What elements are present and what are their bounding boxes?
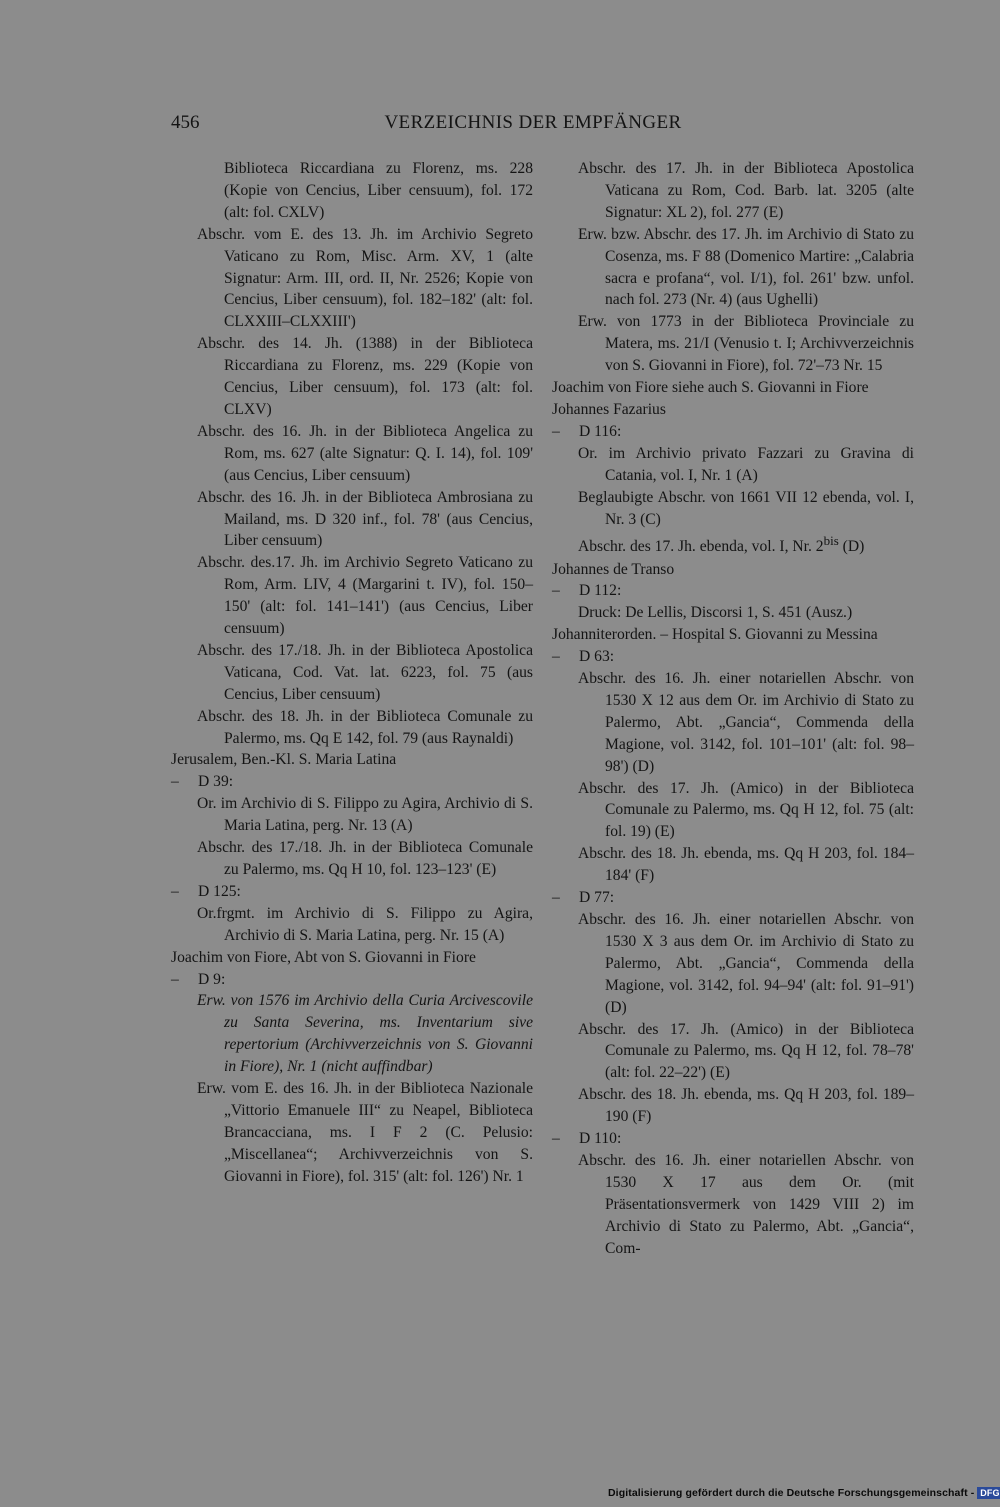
entry-text: D 112:	[579, 582, 622, 600]
index-heading	[171, 947, 533, 969]
dfg-logo: DFG	[977, 1487, 1000, 1499]
entry-text: Abschr. des 17. Jh. in der Biblioteca Apostolica Vaticana zu Rom, Cod. Barb. lat. 3205 (alte Signatur: XL 2), fol. 277 (E)	[578, 160, 914, 221]
entry-text: Abschr. des 18. Jh. ebenda, ms. Qq H 203, fol. 189–190 (F)	[578, 1086, 914, 1126]
index-heading	[552, 624, 914, 646]
source-entry	[171, 793, 533, 837]
entry-text: Abschr. des 18. Jh. in der Biblioteca Comunale zu Palermo, ms. Qq E 142, fol. 79 (aus Raynaldi)	[197, 707, 533, 747]
entry-text: Abschr. des 18. Jh. ebenda, ms. Qq H 203, fol. 184–184' (F)	[578, 845, 914, 885]
digitization-footer	[608, 1487, 1000, 1499]
entry-text: Abschr. des 17. Jh. (Amico) in der Biblioteca Comunale zu Palermo, ms. Qq H 12, fol. 75 (alt: fol. 19) (E)	[578, 779, 914, 841]
source-entry	[171, 990, 533, 1078]
entry-text: Abschr. des.17. Jh. im Archivio Segreto Vaticano zu Rom, Arm. LIV, 4 (Margarini t. IV), fol. 150–150' (alt: fol. 141–141') (aus Cencius, Liber censuum)	[197, 554, 533, 638]
entry-text: Abschr. des 17./18. Jh. in der Biblioteca Comunale zu Palermo, ms. Qq H 10, fol. 123–123' (E)	[197, 839, 533, 878]
right-column	[552, 158, 914, 1260]
dash-marker: –	[552, 422, 560, 440]
document-number-entry	[552, 1128, 914, 1150]
entry-text: D 9:	[198, 970, 226, 988]
left-column	[171, 158, 533, 1188]
entry-text: Johanniterorden. – Hospital S. Giovanni zu Messina	[552, 626, 878, 644]
source-entry	[552, 668, 914, 778]
entry-text: Druck: De Lellis, Discorsi 1, S. 451 (Ausz.)	[578, 604, 853, 622]
source-entry	[171, 837, 533, 881]
source-entry	[171, 333, 533, 421]
entry-text: Abschr. des 17. Jh. (Amico) in der Biblioteca Comunale zu Palermo, ms. Qq H 12, fol. 78–78' (alt: fol. 22–22') (E)	[578, 1020, 914, 1082]
dash-marker: –	[552, 648, 560, 666]
entry-text: Johannes de Transo	[552, 560, 675, 578]
source-entry	[552, 530, 914, 558]
index-heading	[552, 559, 914, 581]
entry-text: Abschr. des 17./18. Jh. in der Biblioteca Apostolica Vaticana, Cod. Vat. lat. 6223, fol. 75 (aus Cencius, Liber censuum)	[197, 641, 533, 703]
source-entry	[552, 1150, 914, 1260]
dash-marker: –	[552, 582, 560, 600]
source-entry	[552, 1084, 914, 1128]
page-number: 456	[171, 112, 200, 133]
entry-text: Erw. bzw. Abschr. des 17. Jh. im Archivio di Stato zu Cosenza, ms. F 88 (Domenico Martire: „Calabria sacra e profana“, vol. I/1), fol. 261' bzw. unfol. nach fol. 273 (Nr. 4) (aus Ughelli)	[578, 225, 914, 309]
entry-text: Abschr. des 16. Jh. in der Biblioteca Ambrosiana zu Mailand, ms. D 320 inf., fol. 78' (aus Cencius, Liber censuum)	[197, 488, 533, 550]
running-head: VERZEICHNIS DER EMPFÄNGER	[384, 112, 682, 133]
source-entry	[171, 706, 533, 750]
source-entry	[171, 224, 533, 334]
entry-text: Abschr. des 16. Jh. in der Biblioteca Angelica zu Rom, ms. 627 (alte Signatur: Q. I. 14), fol. 109' (aus Cencius, Liber censuum)	[197, 422, 533, 484]
source-entry	[171, 487, 533, 553]
document-number-entry	[552, 580, 914, 602]
source-entry	[171, 421, 533, 487]
document-number-entry	[552, 887, 914, 909]
dash-marker: –	[171, 773, 179, 791]
entry-text: Erw. von 1576 im Archivio della Curia Arcivescovile zu Santa Severina, ms. Inventarium sive repertorium (Archivverzeichnis von S. Giovanni in Fiore), Nr. 1 (nicht auffindbar)	[197, 992, 533, 1076]
entry-text: Biblioteca Riccardiana zu Florenz, ms. 228 (Kopie von Cencius, Liber censuum), fol. 172 (alt: fol. CXLV)	[224, 160, 533, 221]
footer-text: Digitalisierung gefördert durch die Deutsche Forschungsgemeinschaft -	[608, 1487, 975, 1499]
entry-text: Or.frgmt. im Archivio di S. Filippo zu Agira, Archivio di S. Maria Latina, perg. Nr. 15 (A)	[197, 904, 533, 944]
entry-text: Abschr. des 17. Jh. ebenda, vol. I, Nr. 2	[578, 538, 824, 556]
entry-text: Joachim von Fiore siehe auch S. Giovanni in Fiore	[552, 379, 869, 397]
entry-text: Abschr. des 16. Jh. einer notariellen Abschr. von 1530 X 3 aus dem Or. im Archivio di Stato zu Palermo, Abt. „Gancia“, Commenda della Magione, vol. 3142, fol. 94–94' (alt: fol. 91–91') (D)	[578, 911, 914, 1016]
source-entry	[552, 311, 914, 377]
entry-text: Abschr. des 16. Jh. einer notariellen Abschr. von 1530 X 17 aus dem Or. (mit Präsentationsvermerk von 1429 VIII 2) im Archivio di Stato zu Palermo, Abt. „Gancia“, Com-	[578, 1151, 914, 1257]
entry-text: Joachim von Fiore, Abt von S. Giovanni in Fiore	[171, 948, 476, 966]
source-entry	[171, 552, 533, 640]
entry-text: Jerusalem, Ben.-Kl. S. Maria Latina	[171, 751, 397, 769]
entry-text: Beglaubigte Abschr. von 1661 VII 12 ebenda, vol. I, Nr. 3 (C)	[578, 488, 914, 528]
index-heading	[171, 749, 533, 771]
entry-text: D 63:	[579, 648, 615, 666]
index-heading	[552, 399, 914, 421]
entry-text: Johannes Fazarius	[552, 400, 666, 418]
entry-text: Erw. von 1773 in der Biblioteca Provinciale zu Matera, ms. 21/I (Venusio t. I; Archivverzeichnis von S. Giovanni in Fiore), fol. 72'–73 Nr. 15	[578, 313, 914, 375]
source-entry	[171, 1078, 533, 1188]
entry-text: Abschr. des 16. Jh. einer notariellen Abschr. von 1530 X 12 aus dem Or. im Archivio di Stato zu Palermo, Abt. „Gancia“, Commenda della Magione, vol. 3142, fol. 101–101' (alt: fol. 98–98') (D)	[578, 670, 914, 775]
source-entry	[552, 224, 914, 312]
dash-marker: –	[552, 889, 560, 907]
entry-text: D 116:	[579, 422, 622, 440]
source-entry	[552, 158, 914, 224]
source-entry	[552, 602, 914, 624]
entry-text: D 110:	[579, 1130, 622, 1148]
document-number-entry	[171, 969, 533, 991]
index-heading	[552, 377, 914, 399]
superscript: bis	[823, 533, 839, 549]
document-number-entry	[171, 771, 533, 793]
dash-marker: –	[552, 1130, 560, 1148]
source-entry	[552, 443, 914, 487]
entry-text: Abschr. des 14. Jh. (1388) in der Biblioteca Riccardiana zu Florenz, ms. 229 (Kopie von Cencius, Liber censuum), fol. 173 (alt: fol. CLXV)	[197, 335, 533, 418]
source-entry	[552, 487, 914, 531]
source-entry	[552, 843, 914, 887]
dash-marker: –	[171, 882, 179, 900]
entry-text: Or. im Archivio privato Fazzari zu Gravina di Catania, vol. I, Nr. 1 (A)	[578, 444, 914, 484]
source-entry	[171, 640, 533, 706]
source-entry	[552, 909, 914, 1019]
entry-text: D 77:	[579, 889, 615, 907]
entry-text: Erw. vom E. des 16. Jh. in der Biblioteca Nazionale „Vittorio Emanuele III“ zu Neapel, Biblioteca Brancacciana, ms. I F 2 (C. Pelusio: „Miscellanea“; Archivverzeichnis von S. Giovanni in Fiore), fol. 315' (alt: fol. 126') Nr. 1	[197, 1080, 533, 1185]
entry-tail: (D)	[838, 538, 865, 556]
document-number-entry	[552, 421, 914, 443]
entry-text: Or. im Archivio di S. Filippo zu Agira, Archivio di S. Maria Latina, perg. Nr. 13 (A)	[197, 795, 533, 835]
entry-text: D 39:	[198, 773, 234, 791]
dash-marker: –	[171, 970, 179, 988]
document-number-entry	[171, 881, 533, 903]
entry-text: Abschr. vom E. des 13. Jh. im Archivio Segreto Vaticano zu Rom, Misc. Arm. XV, 1 (alte Signatur: Arm. III, ord. II, Nr. 2526; Kopie von Cencius, Liber censuum), fol. 182–182' (alt: fol. CLXXIII–CLXXIII')	[197, 225, 533, 331]
source-entry	[552, 778, 914, 844]
source-entry	[171, 158, 533, 224]
entry-text: D 125:	[198, 882, 241, 900]
source-entry	[552, 1019, 914, 1085]
source-entry	[171, 903, 533, 947]
document-number-entry	[552, 646, 914, 668]
